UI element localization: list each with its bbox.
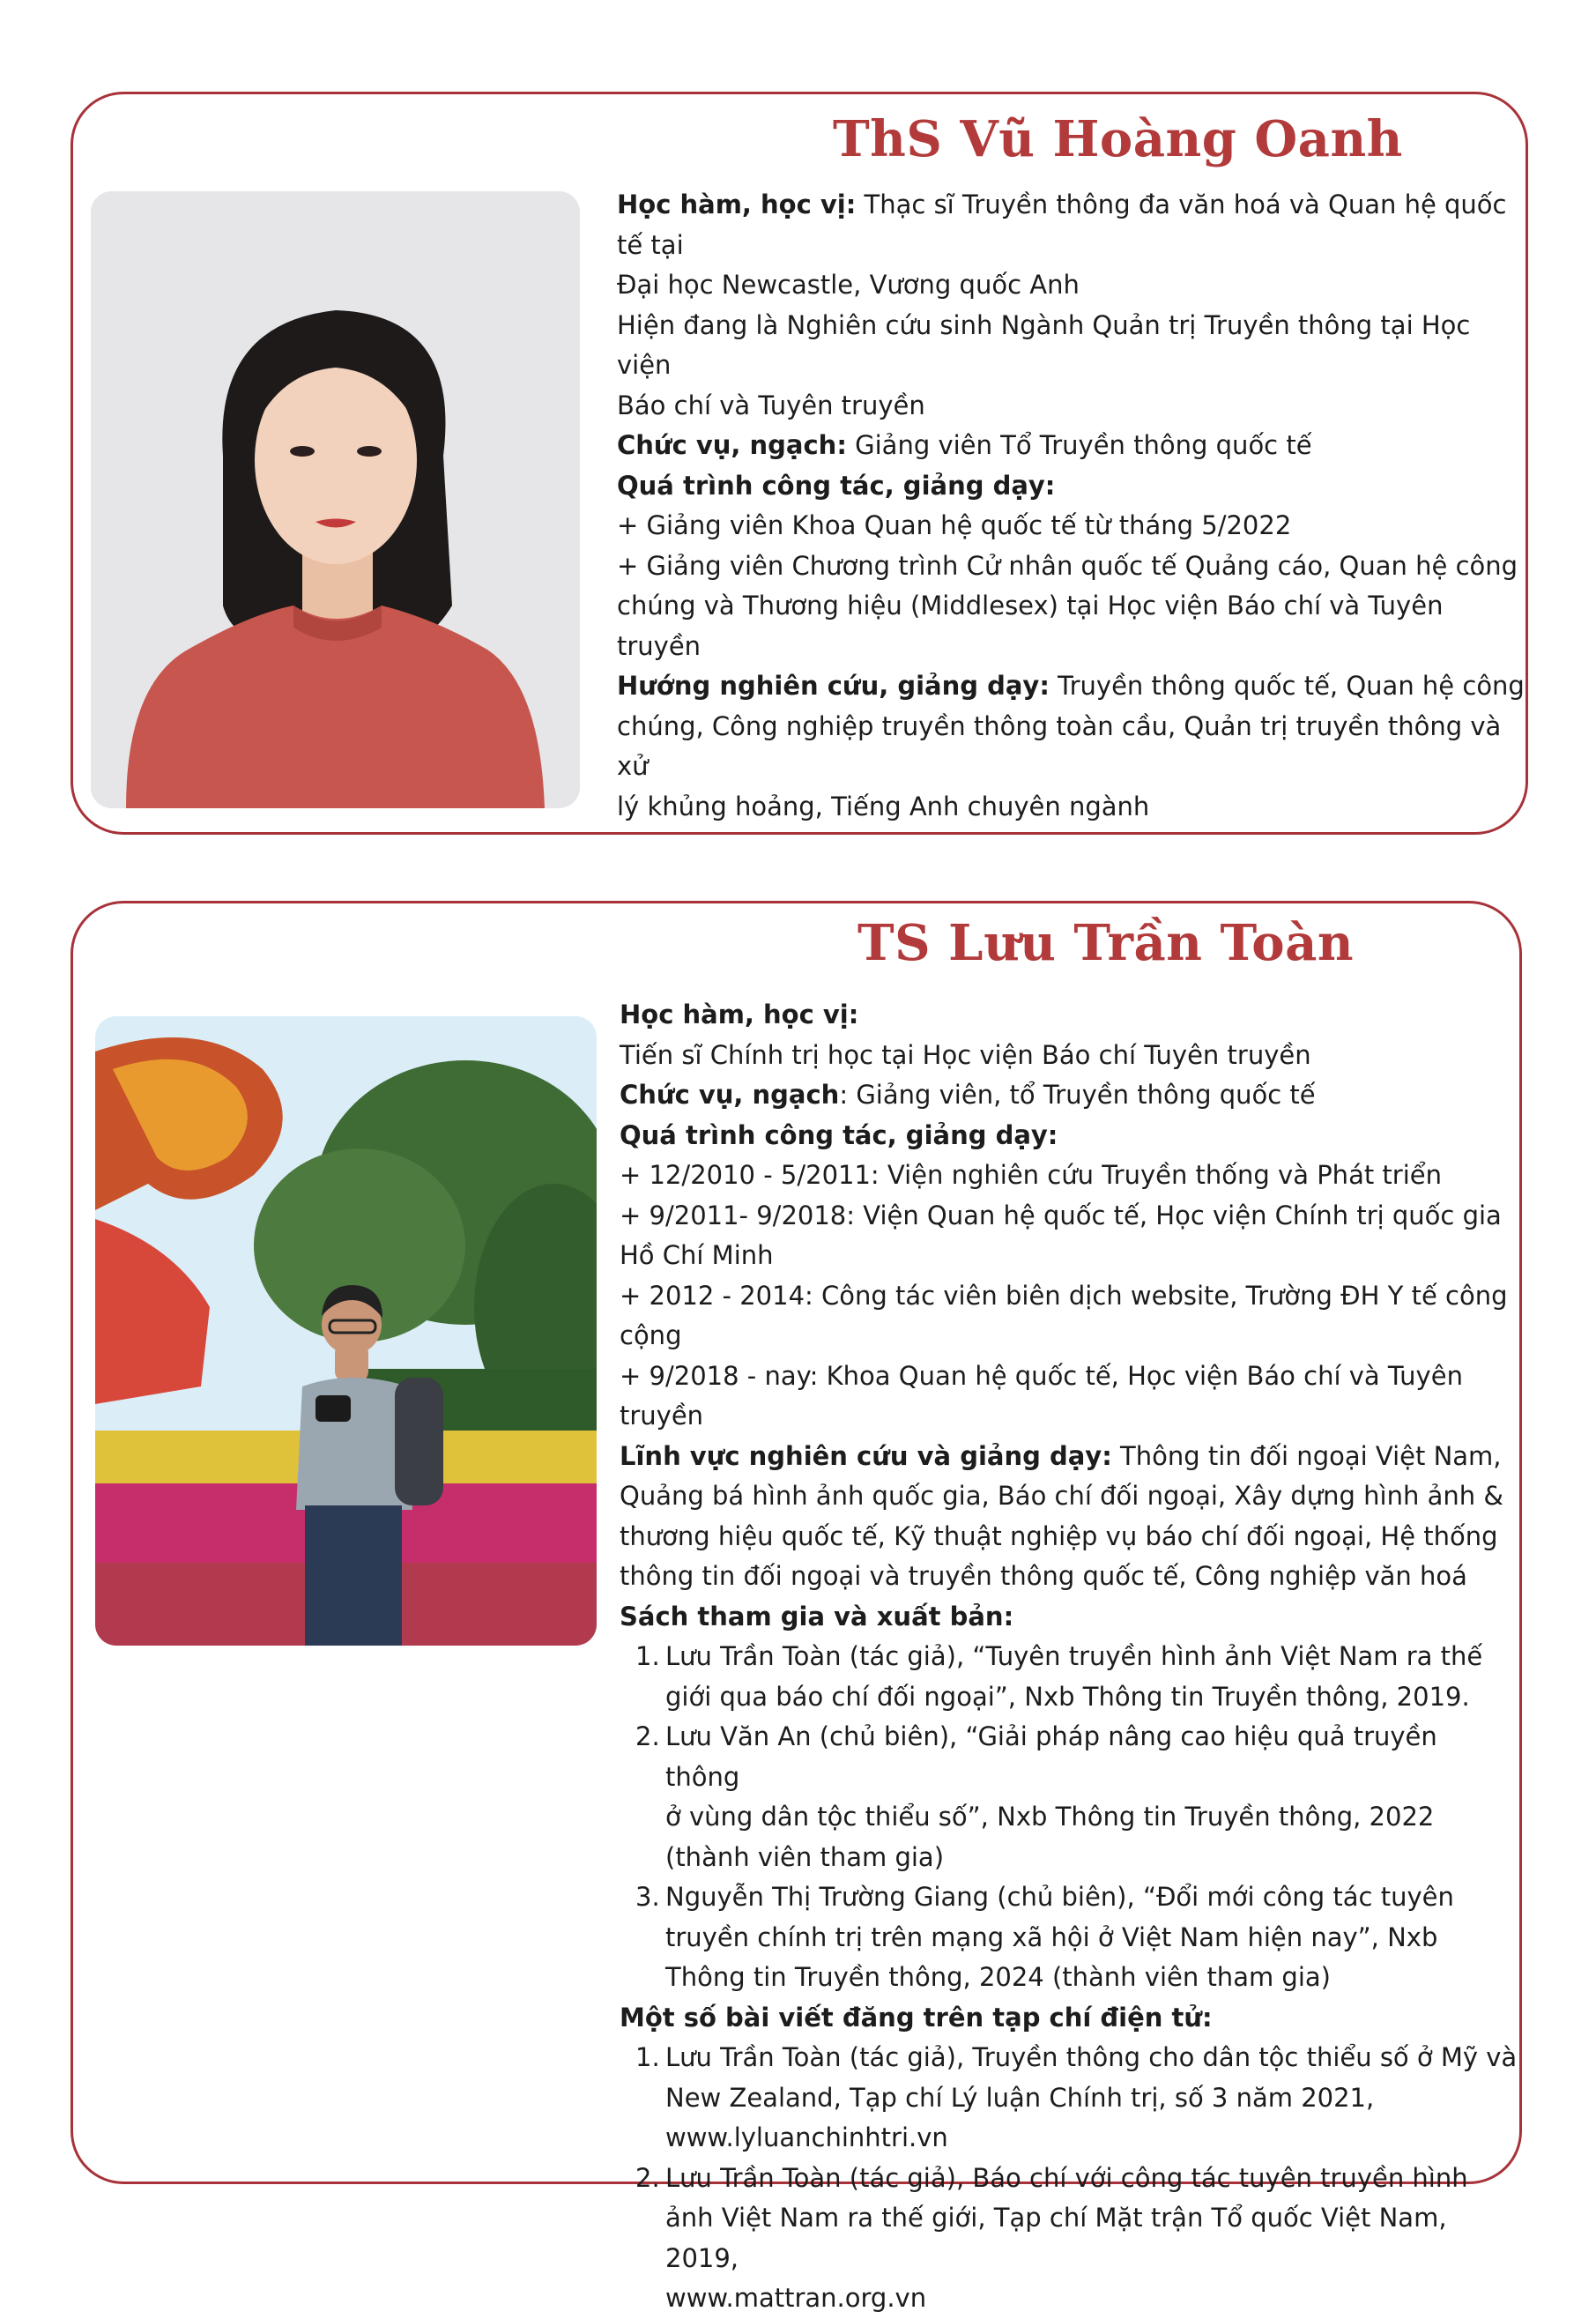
career-item: + 9/2018 - nay: Khoa Quan hệ quốc tế, Học viện Báo chí và Tuyên truyền [620,1360,1463,1431]
research-text: Thông tin đối ngoại Việt Nam, [1111,1440,1502,1471]
book-line: Nguyễn Thị Trường Giang (chủ biên), “Đổi mới công tác tuyên [665,1882,1454,1912]
book-line: Thông tin Truyền thông, 2024 (thành viên tham gia) [665,1962,1331,1992]
article-number: 1. [635,2042,660,2072]
position-label: Chức vụ, ngạch: [617,430,847,460]
research-line [620,1437,1518,1477]
book-number: 2. [635,1721,660,1751]
article-line: New Zealand, Tạp chí Lý luận Chính trị, số 3 năm 2021, [665,2082,1375,2113]
profile-details [617,185,1525,827]
degree-line [617,185,1525,265]
degree-label: Học hàm, học vị: [617,190,857,219]
degree-text: Thạc sĩ Truyền thông đa văn hoá và Quan hệ quốc tế tại [617,190,1507,260]
research-line-3: lý khủng hoảng, Tiếng Anh chuyên ngành [617,791,1150,821]
article-line: www.mattran.org.vn [665,2283,927,2313]
profile-card-toan [71,901,1522,2313]
research-text: Truyền thông quốc tế, Quan hệ công [1049,671,1525,701]
profile-name: TS Lưu Trần Toàn [857,914,1355,972]
profile-details [620,995,1518,2319]
books-label [620,1597,1518,1638]
article-line: Lưu Trần Toàn (tác giả), Truyền thông cho dân tộc thiểu số ở Mỹ và [665,2042,1518,2072]
position-line [617,426,1525,466]
career-item: + Giảng viên Khoa Quan hệ quốc tế từ tháng 5/2022 [617,510,1292,540]
position-label: Chức vụ, ngạch [620,1080,840,1110]
research-line-3: thương hiệu quốc tế, Kỹ thuật nghiệp vụ báo chí đối ngoại, Hệ thống [620,1520,1498,1551]
research-line-2: chúng, Công nghiệp truyền thông toàn cầu, Quản trị truyền thông và xử [617,710,1502,781]
article-number: 2. [635,2162,660,2193]
degree-line-2: Tiến sĩ Chính trị học tại Học viện Báo chí Tuyên truyền [620,1039,1311,1070]
career-item: + 2012 - 2014: Công tác viên biên dịch website, Trường ĐH Y tế công cộng [620,1280,1508,1350]
career-item: + Giảng viên Chương trình Cử nhân quốc tế Quảng cáo, Quan hệ công [617,550,1518,581]
profile-name: ThS Vũ Hoàng Oanh [833,110,1403,168]
articles-label [620,1998,1518,2039]
research-label: Lĩnh vực nghiên cứu và giảng dạy: [620,1440,1112,1471]
career-label-text: Quá trình công tác, giảng dạy: [617,470,1056,501]
degree-line-4: Báo chí và Tuyên truyền [617,390,925,420]
book-line: (thành viên tham gia) [665,1841,945,1872]
books-label-text: Sách tham gia và xuất bản: [620,1601,1014,1631]
position-line [620,1075,1518,1116]
career-label [617,466,1525,507]
book-item [635,1717,1518,1877]
career-item: chúng và Thương hiệu (Middlesex) tại Học viện Báo chí và Tuyên truyền [617,591,1444,661]
book-number: 1. [635,1641,660,1671]
article-line: Lưu Trần Toàn (tác giả), Báo chí với công tác tuyên truyền hình [665,2162,1468,2193]
book-line: giới qua báo chí đối ngoại”, Nxb Thông tin Truyền thông, 2019. [665,1681,1470,1712]
book-item [635,1637,1518,1717]
research-label: Hướng nghiên cứu, giảng dạy: [617,671,1050,701]
article-item [635,2159,1518,2319]
career-item: + 9/2011- 9/2018: Viện Quan hệ quốc tế, Học viện Chính trị quốc gia [620,1200,1502,1230]
articles-label-text: Một số bài viết đăng trên tạp chí điện tử: [620,2002,1213,2033]
career-label-text: Quá trình công tác, giảng dạy: [620,1119,1058,1150]
book-line: ở vùng dân tộc thiểu số”, Nxb Thông tin Truyền thông, 2022 [665,1802,1435,1832]
outdoor-photo-icon [95,1016,597,1646]
degree-line-2: Đại học Newcastle, Vương quốc Anh [617,270,1080,300]
book-number: 3. [635,1882,660,1912]
degree-label: Học hàm, học vị: [620,1000,859,1029]
position-text: : Giảng viên, tổ Truyền thông quốc tế [839,1080,1316,1110]
profile-card-oanh [71,92,1528,835]
book-line: Lưu Văn An (chủ biên), “Giải pháp nâng cao hiệu quả truyền thông [665,1721,1437,1792]
book-line: Lưu Trần Toàn (tác giả), “Tuyên truyền hình ảnh Việt Nam ra thế [665,1641,1483,1671]
degree-line-3: Hiện đang là Nghiên cứu sinh Ngành Quản trị Truyền thông tại Học viện [617,309,1471,380]
book-item [635,1877,1518,1998]
article-item [635,2038,1518,2159]
articles-list [620,2038,1518,2319]
article-line: ảnh Việt Nam ra thế giới, Tạp chí Mặt trận Tổ quốc Việt Nam, 2019, [665,2203,1447,2273]
research-line [617,666,1525,707]
degree-line [620,995,1518,1036]
career-label [620,1116,1518,1156]
portrait-photo-icon [91,191,580,808]
books-list [620,1637,1518,1998]
research-line-4: thông tin đối ngoại và truyền thông quốc tế, Công nghiệp văn hoá [620,1561,1467,1591]
career-item: + 12/2010 - 5/2011: Viện nghiên cứu Truyền thống và Phát triển [620,1160,1442,1190]
career-item: Hồ Chí Minh [620,1240,774,1270]
research-line-2: Quảng bá hình ảnh quốc gia, Báo chí đối ngoại, Xây dựng hình ảnh & [620,1481,1503,1511]
book-line: truyền chính trị trên mạng xã hội ở Việt Nam hiện nay”, Nxb [665,1921,1438,1952]
article-line: www.lyluanchinhtri.vn [665,2122,948,2152]
position-text: Giảng viên Tổ Truyền thông quốc tế [846,430,1312,460]
